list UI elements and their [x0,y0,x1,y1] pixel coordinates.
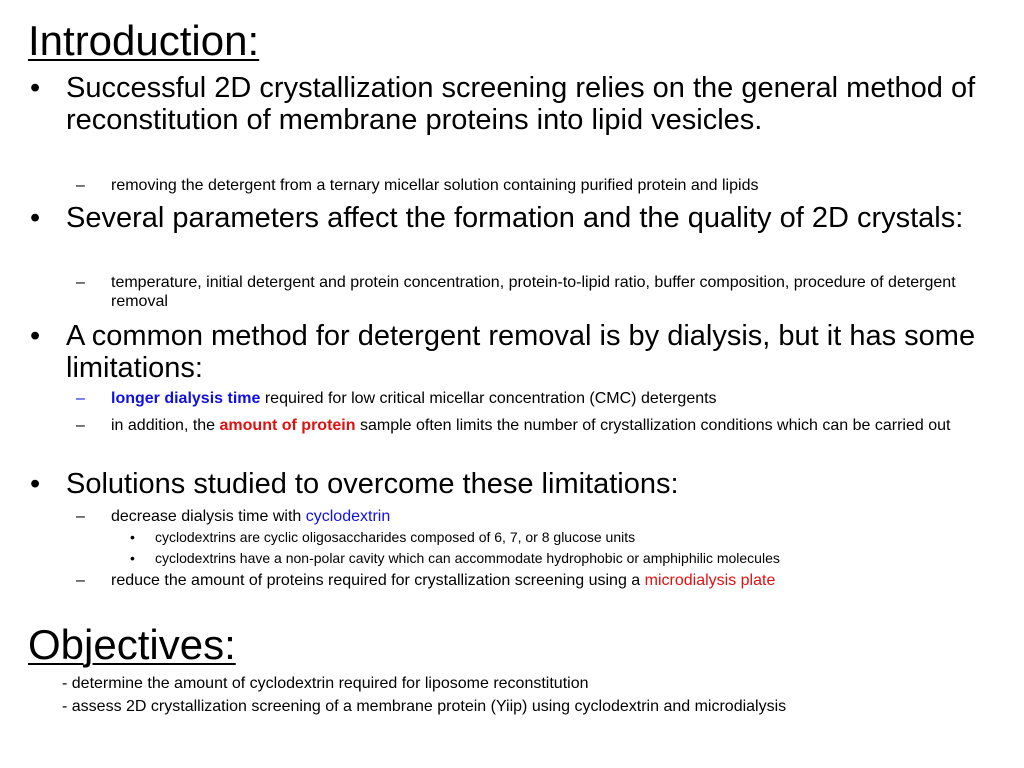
bullet-text: Successful 2D crystallization screening relies on the general method of reconstitution of membrane proteins into lipid vesicles. [66,72,976,136]
subbullet-cyclodextrin [76,507,956,526]
bullet-marker: • [30,320,41,352]
subbullet-detergent-removal [76,176,956,195]
objectives-heading: Objectives: [28,621,236,668]
highlight-cyclodextrin: cyclodextrin [305,508,391,525]
subsub-text: cyclodextrins are cyclic oligosaccharides composed of 6, 7, or 8 glucose units [155,529,636,545]
bullet-marker: • [30,468,41,500]
bullet-marker: • [30,202,41,234]
subsub-text: cyclodextrins have a non-polar cavity which can accommodate hydrophobic or amphiphilic molecules [155,550,780,566]
subbullet-text-pre: in addition, the [111,417,220,434]
subsub-cyclic-oligosaccharides [130,529,970,546]
subbullet-parameter-list [76,273,956,311]
objective-line-2: - assess 2D crystallization screening of a membrane protein (Yiip) using cyclodextrin and microdialysis [62,698,787,715]
subbullet-protein-amount [76,413,956,438]
bullet-text: A common method for detergent removal is by dialysis, but it has some limitations: [66,320,976,384]
highlight-microdialysis-plate: microdialysis plate [644,572,776,589]
subbullet-text: required for low critical micellar concentration (CMC) detergents [260,390,717,407]
subbullet-microdialysis [76,571,956,590]
bullet-reconstitution [30,72,990,136]
subbullet-text: removing the detergent from a ternary micellar solution containing purified protein and lipids [111,177,759,194]
dash-marker: – [76,572,85,589]
bullet-text: Solutions studied to overcome these limitations: [66,468,679,500]
small-bullet-marker: • [130,529,135,545]
dash-marker: – [76,177,85,194]
bullet-text: Several parameters affect the formation and the quality of 2D crystals: [66,202,964,234]
small-bullet-marker: • [130,550,135,566]
subbullet-text: temperature, initial detergent and protein concentration, protein-to-lipid ratio, buffer composition, procedure of detergent removal [111,274,956,310]
subbullet-text-post: sample often limits the number of crystallization conditions which can be carried out [355,417,951,434]
subbullet-text-pre: reduce the amount of proteins required for crystallization screening using a [111,572,645,589]
dash-marker: – [76,417,85,434]
objective-line-1: - determine the amount of cyclodextrin required for liposome reconstitution [62,675,589,692]
subsub-nonpolar-cavity [130,550,970,567]
dash-marker: – [76,274,85,291]
introduction-heading: Introduction: [28,17,260,64]
bullet-solutions [30,468,990,500]
bullet-parameters [30,202,990,234]
dash-marker: – [76,390,85,407]
subbullet-text-pre: decrease dialysis time with [111,508,306,525]
subbullet-dialysis-time [76,389,956,408]
highlight-amount-of-protein: amount of protein [219,417,356,434]
highlight-longer-dialysis-time: longer dialysis time [111,390,261,407]
dash-marker: – [76,508,85,525]
bullet-marker: • [30,72,41,104]
bullet-dialysis-limitations [30,320,990,384]
